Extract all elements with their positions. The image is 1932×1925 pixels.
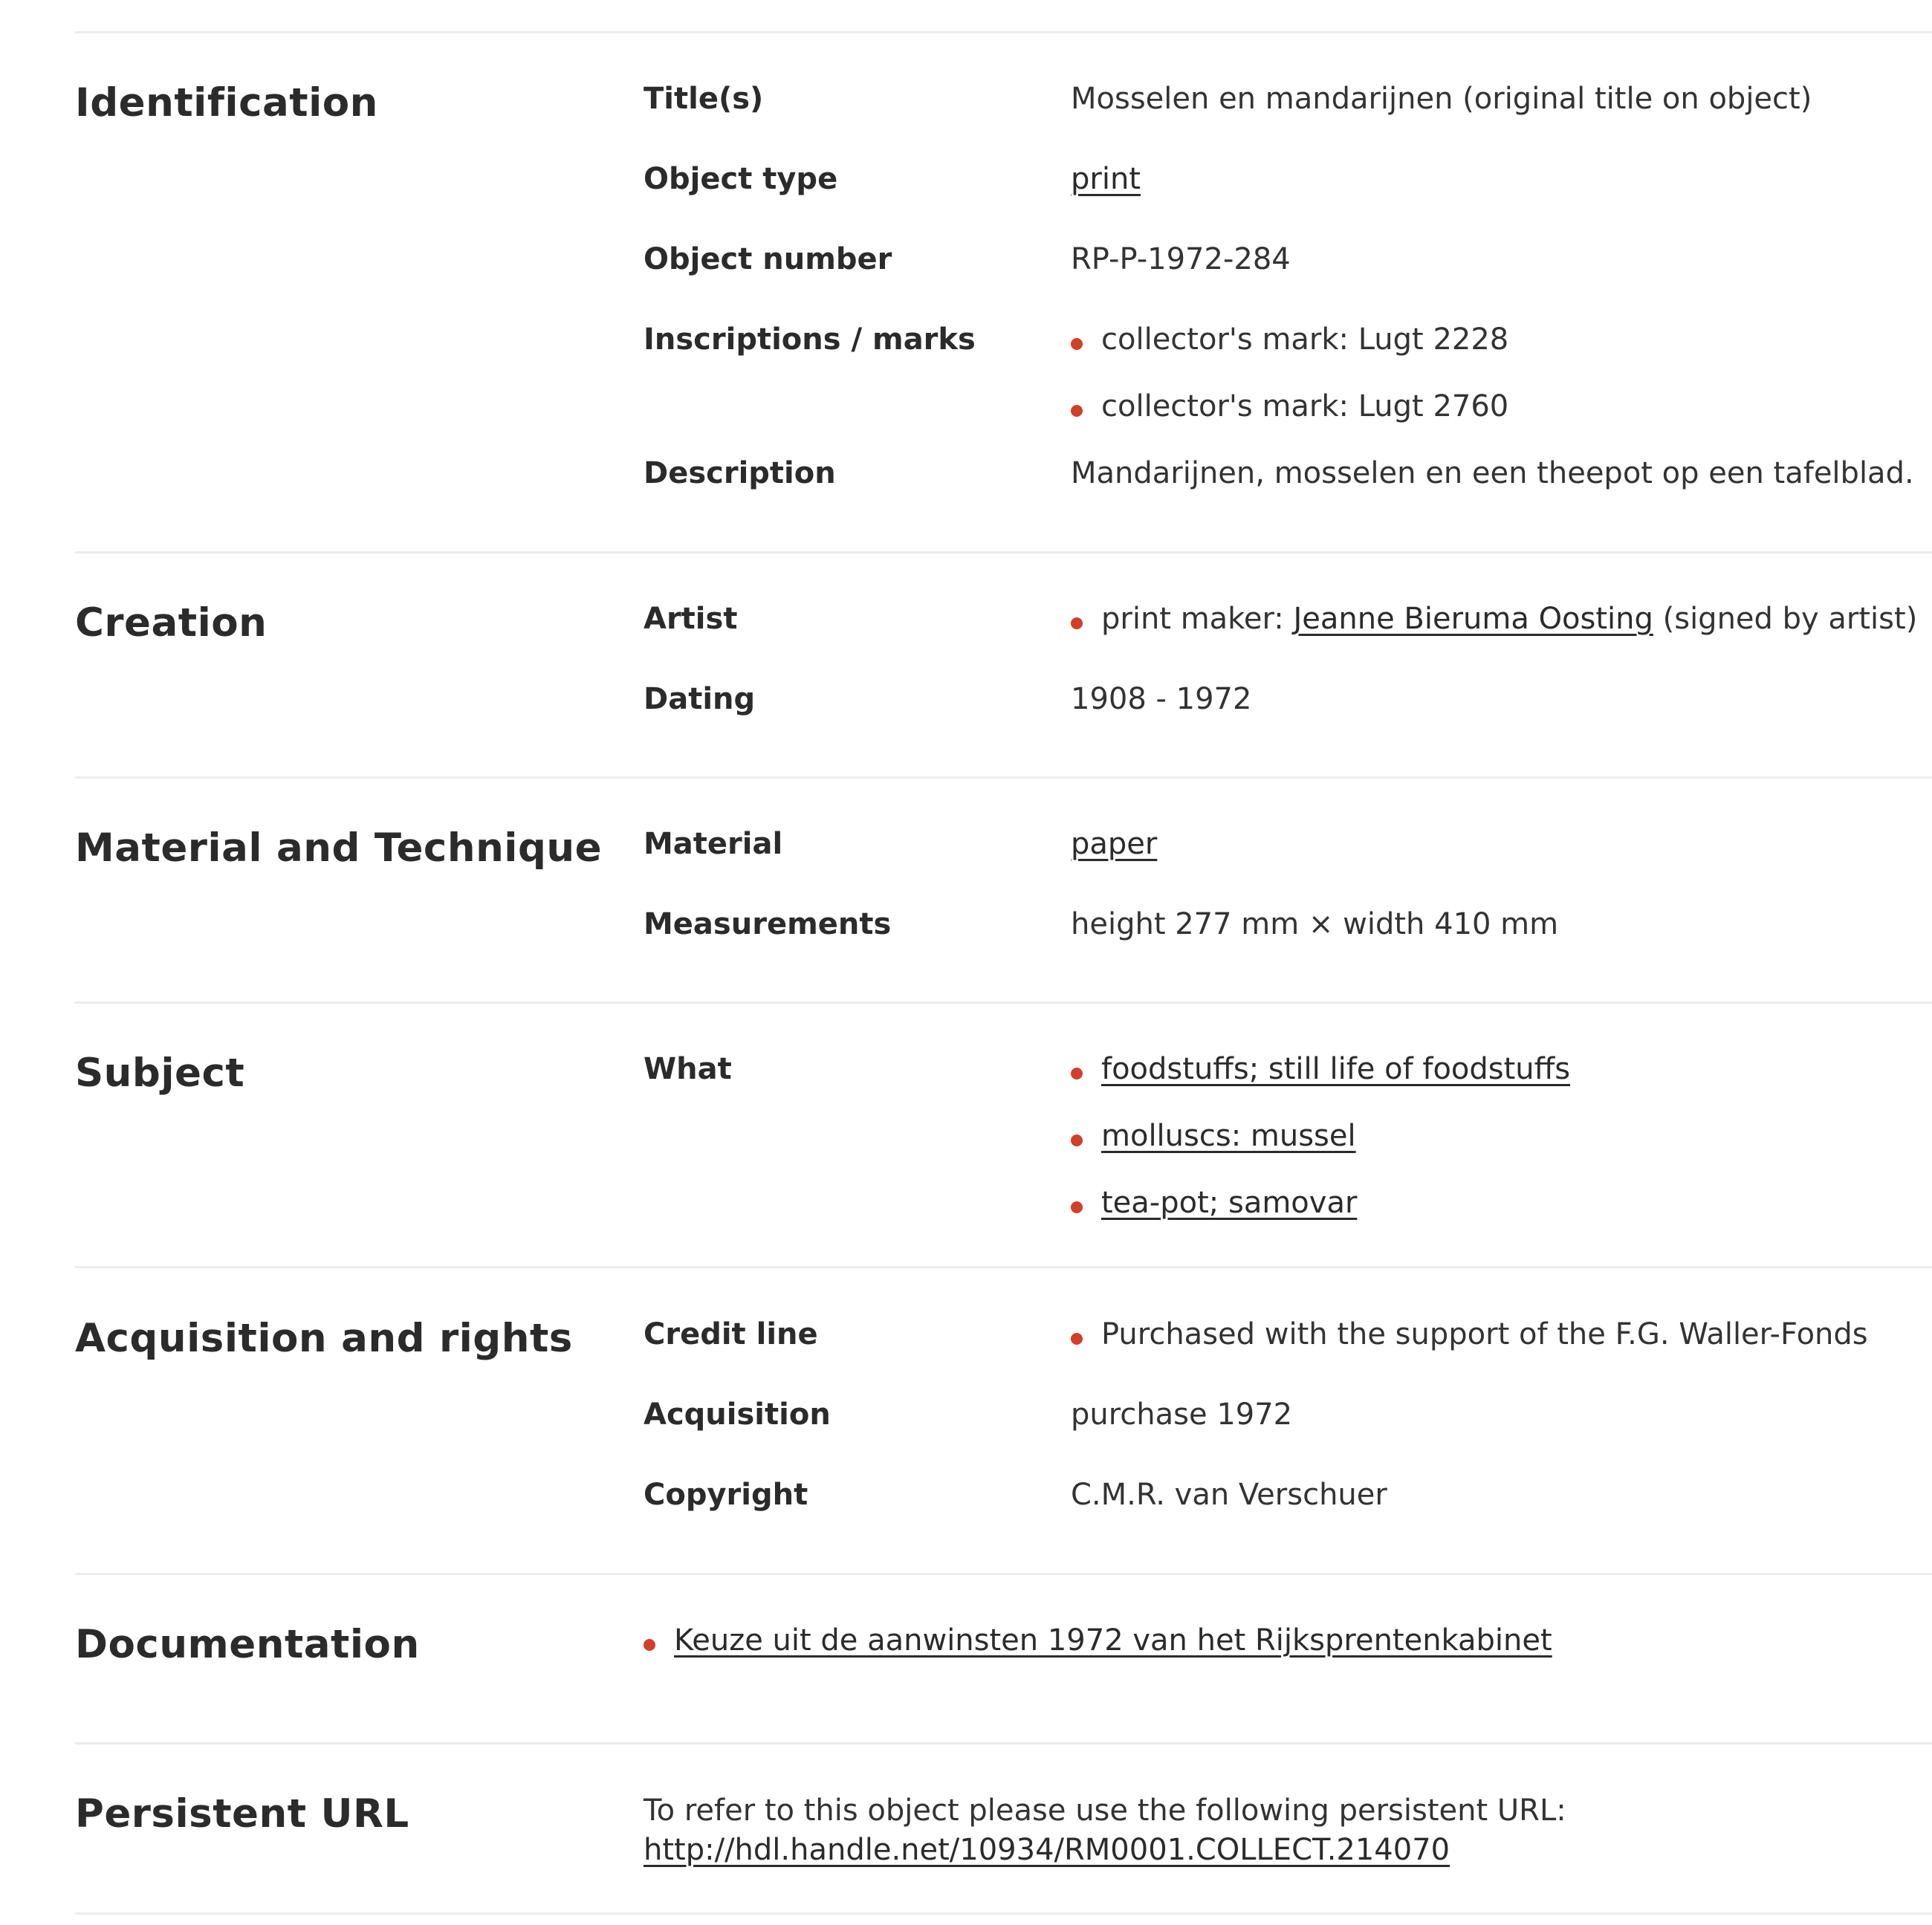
section-title-identification: Identification: [75, 80, 378, 126]
divider: [75, 551, 1932, 554]
value-object-number: RP-P-1972-284: [1071, 242, 1291, 276]
section-title-persistent-url: Persistent URL: [75, 1791, 409, 1837]
label-object-type: Object type: [644, 162, 838, 196]
value-acquisition: purchase 1972: [1071, 1398, 1293, 1432]
inscription-text: collector's mark: Lugt 2228: [1101, 322, 1509, 357]
list-item: [1071, 1054, 1570, 1084]
documentation-link[interactable]: Keuze uit de aanwinsten 1972 van het Rijksprentenkabinet: [674, 1623, 1552, 1658]
subject-link[interactable]: molluscs: mussel: [1101, 1119, 1356, 1153]
section-title-documentation: Documentation: [75, 1622, 420, 1667]
subject-link[interactable]: tea-pot; samovar: [1101, 1186, 1358, 1220]
label-description: Description: [644, 456, 836, 490]
section-title-creation: Creation: [75, 600, 268, 646]
inscription-text: collector's mark: Lugt 2760: [1101, 389, 1509, 423]
list-item: [1071, 1188, 1357, 1218]
object-type-link[interactable]: print: [1071, 162, 1141, 196]
value-copyright: C.M.R. van Verschuer: [1071, 1478, 1387, 1512]
label-artist: Artist: [644, 602, 738, 636]
label-credit-line: Credit line: [644, 1317, 818, 1351]
list-item: [1071, 322, 1509, 357]
bullet-icon: [1071, 617, 1083, 629]
label-titles: Title(s): [644, 82, 764, 116]
persistent-url-text: To refer to this object please use the following persistent URL:: [644, 1793, 1566, 1828]
bullet-icon: [1071, 1068, 1083, 1080]
label-material: Material: [644, 827, 783, 861]
label-copyright: Copyright: [644, 1478, 808, 1512]
list-item: [1071, 389, 1509, 423]
label-measurements: Measurements: [644, 907, 892, 941]
value-dating: 1908 - 1972: [1071, 682, 1252, 716]
list-item: [1071, 1121, 1356, 1151]
list-item: [644, 1623, 1552, 1658]
bullet-icon: [1071, 338, 1083, 350]
persistent-url-link[interactable]: http://hdl.handle.net/10934/RM0001.COLLECT.214070: [644, 1833, 1450, 1867]
bullet-icon: [1071, 1134, 1083, 1146]
section-title-acquisition: Acquisition and rights: [75, 1316, 573, 1361]
divider: [75, 1912, 1932, 1915]
value-titles: Mosselen en mandarijnen (original title on object): [1071, 82, 1812, 116]
bullet-icon: [1071, 405, 1083, 417]
value-measurements: height 277 mm × width 410 mm: [1071, 907, 1559, 941]
divider: [75, 31, 1932, 33]
divider: [75, 1573, 1932, 1575]
list-item: [1071, 1319, 1868, 1349]
label-dating: Dating: [644, 682, 756, 716]
divider: [75, 1266, 1932, 1268]
subject-link[interactable]: foodstuffs; still life of foodstuffs: [1101, 1052, 1571, 1086]
label-acquisition: Acquisition: [644, 1398, 831, 1432]
list-item: [1071, 604, 1917, 634]
divider: [75, 1742, 1932, 1744]
artist-link[interactable]: Jeanne Bieruma Oosting: [1293, 602, 1653, 636]
bullet-icon: [1071, 1201, 1083, 1213]
bullet-icon: [1071, 1333, 1083, 1345]
artist-note: (signed by artist): [1653, 602, 1918, 636]
artist-role: print maker:: [1101, 602, 1294, 636]
section-title-material: Material and Technique: [75, 825, 603, 871]
value-description: Mandarijnen, mosselen en een theepot op een tafelblad.: [1071, 456, 1914, 490]
section-title-subject: Subject: [75, 1051, 245, 1096]
credit-line-text: Purchased with the support of the F.G. Waller-Fonds: [1101, 1317, 1868, 1351]
divider: [75, 1002, 1932, 1004]
divider: [75, 776, 1932, 779]
material-link[interactable]: paper: [1071, 827, 1158, 861]
label-what: What: [644, 1052, 732, 1086]
label-inscriptions: Inscriptions / marks: [644, 322, 976, 357]
bullet-icon: [644, 1639, 655, 1651]
label-object-number: Object number: [644, 242, 892, 276]
